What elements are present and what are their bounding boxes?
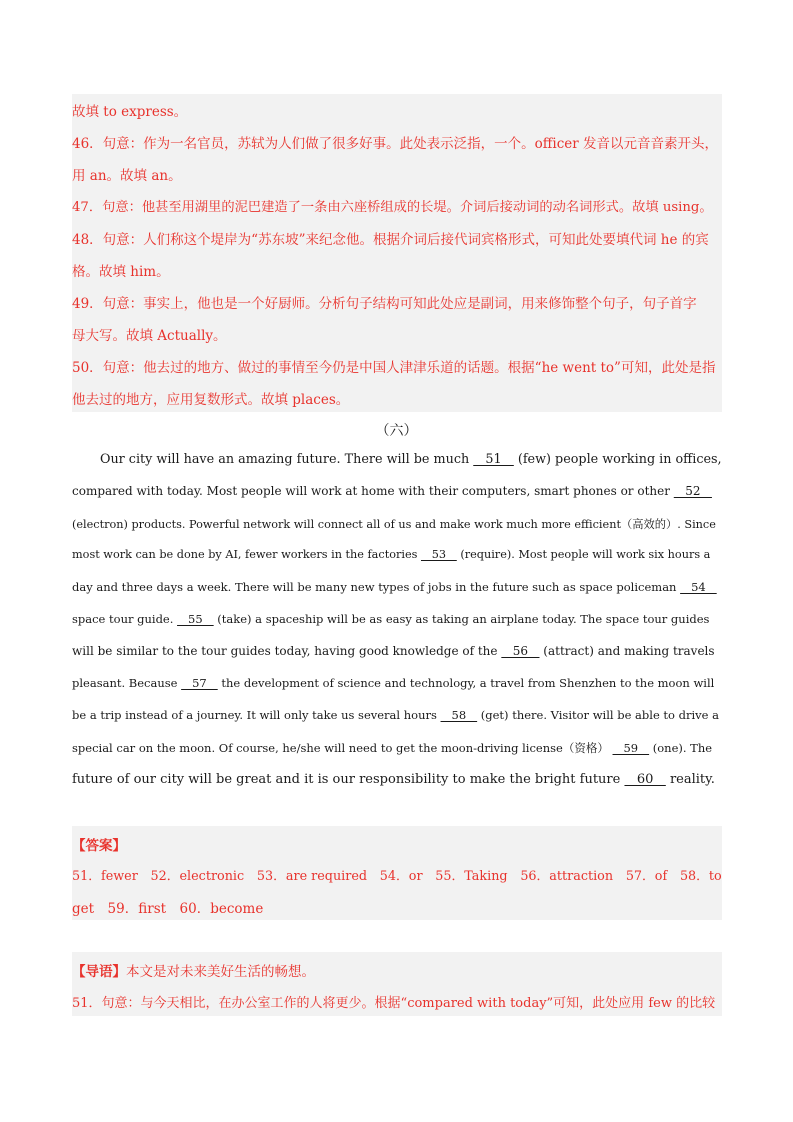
passage-line <box>72 516 716 532</box>
passage-line <box>72 772 715 787</box>
answer-blank-55[interactable]: 55 <box>177 612 214 626</box>
passage-text: (get) there. Visitor will be able to drive a <box>477 708 719 722</box>
passage-line <box>72 484 712 498</box>
passage-text: (one). The <box>649 741 713 755</box>
answer-blank-57[interactable]: 57 <box>181 676 218 690</box>
answer-blank-52[interactable]: 52 <box>673 484 712 498</box>
passage-text: pleasant. Because <box>72 676 182 690</box>
answer-blank-58[interactable]: 58 <box>440 708 478 722</box>
passage-line <box>72 548 710 561</box>
passage-text: (electron) products. Powerful network will connect all of us and make work much more efficient（高效的）. Since <box>72 518 716 531</box>
guide-heading: 【导语】 <box>72 964 126 980</box>
note-line: 48．句意：人们称这个堤岸为“苏东坡”来纪念他。根据介词后接代词宾格形式，可知此处要填代词 he 的宾 <box>72 232 709 248</box>
note-line: 47．句意：他甚至用湖里的泥巴建造了一条由六座桥组成的长堤。介词后接动词的动名词形式。故填 using。 <box>72 200 713 215</box>
answer-blank-59[interactable]: 59 <box>612 741 650 755</box>
passage-line <box>72 612 709 626</box>
passage-text: reality. <box>665 772 715 787</box>
explanation-block-top <box>72 94 722 412</box>
passage-text: future of our city will be great and it is our responsibility to make the bright future <box>72 772 625 787</box>
passage-text: will be similar to the tour guides today, having good knowledge of the <box>72 644 502 658</box>
answers-line: 51．fewer 52．electronic 53．are required 54．or 55．Taking 56．attraction 57．of 58．to <box>72 869 722 884</box>
answer-heading: 【答案】 <box>72 838 126 854</box>
note-line: 母大写。故填 Actually。 <box>72 328 227 344</box>
answer-block <box>72 826 722 920</box>
passage-text: (take) a spaceship will be as easy as taking an airplane today. The space tour guides <box>213 612 710 626</box>
passage-text: Our city will have an amazing future. There will be much <box>100 452 474 467</box>
passage-line <box>72 708 719 722</box>
answer-blank-53[interactable]: 53 <box>420 548 457 561</box>
note-line: 故填 to express。 <box>72 104 188 120</box>
passage-text: special car on the moon. Of course, he/she will need to get the moon-driving license（资格） <box>72 741 613 755</box>
note-line: 用 an。故填 an。 <box>72 168 182 184</box>
answer-blank-60[interactable]: 60 <box>624 772 666 787</box>
passage-text: space tour guide. <box>72 612 178 626</box>
note-line: 49．句意：事实上，他也是一个好厨师。分析句子结构可知此处应是副词，用来修饰整个句子，句子首字 <box>72 296 697 312</box>
answer-blank-56[interactable]: 56 <box>501 644 540 658</box>
note-line: 他去过的地方，应用复数形式。故填 places。 <box>72 392 350 408</box>
passage-text: (attract) and making travels <box>539 644 715 658</box>
note-line: 46．句意：作为一名官员，苏轼为人们做了很多好事。此处表示泛指，一个。officer 发音以元音音素开头， <box>72 136 719 152</box>
passage-text: day and three days a week. There will be many new types of jobs in the future such as space policeman <box>72 580 681 594</box>
section-title: （六） <box>375 423 418 439</box>
explain-line: 51．句意：与今天相比，在办公室工作的人将更少。根据“compared with today”可知，此处应用 few 的比较 <box>72 996 716 1011</box>
passage-line <box>72 580 717 594</box>
passage-text: be a trip instead of a journey. It will only take us several hours <box>72 708 441 722</box>
passage-line <box>72 740 712 756</box>
passage-text: (few) people working in offices, <box>513 452 722 467</box>
passage-line <box>72 676 714 690</box>
guide-block <box>72 952 722 1016</box>
guide-text: 本文是对未来美好生活的畅想。 <box>126 964 315 980</box>
passage-line <box>100 452 722 467</box>
answer-blank-54[interactable]: 54 <box>680 580 717 594</box>
passage-text: most work can be done by AI, fewer workers in the factories <box>72 548 421 561</box>
passage-text: compared with today. Most people will work at home with their computers, smart phones or other <box>72 484 674 498</box>
note-line: 50．句意：他去过的地方、做过的事情至今仍是中国人津津乐道的话题。根据“he went to”可知，此处是指 <box>72 360 716 376</box>
passage-line <box>72 644 715 658</box>
passage-text: (require). Most people will work six hours a <box>456 548 711 561</box>
passage-text: the development of science and technology, a travel from Shenzhen to the moon will <box>217 676 715 690</box>
answers-line: get 59．first 60．become <box>72 901 264 917</box>
note-line: 格。故填 him。 <box>72 264 170 280</box>
guide-line <box>72 960 315 980</box>
answer-blank-51[interactable]: 51 <box>473 452 514 467</box>
